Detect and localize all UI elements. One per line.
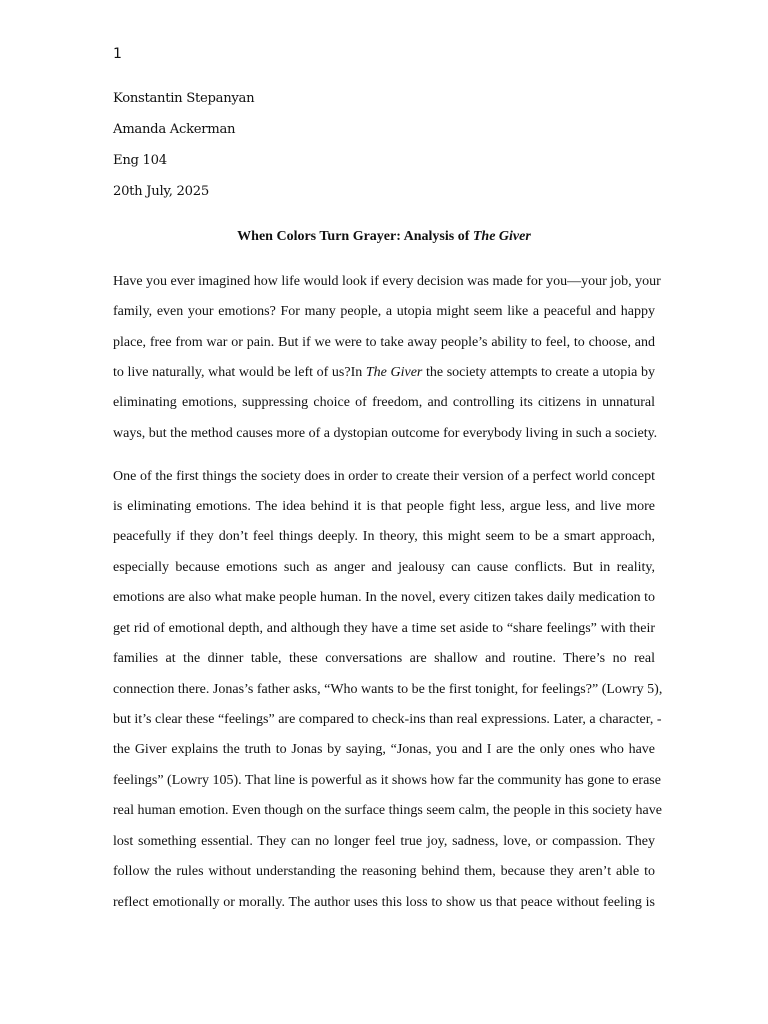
- paragraph-2-line-2: is eliminating emotions. The idea behind it is that people fight less, argue less, and live more: [113, 499, 655, 514]
- paragraph-1-line-3: place, free from war or pain. But if we were to take away people’s ability to feel, to choose, and: [113, 335, 655, 350]
- paragraph-2-line-1: One of the first things the society does in order to create their version of a perfect world concept: [113, 469, 655, 484]
- paragraph-2-line-11: feelings” (Lowry 105). That line is powerful as it shows how far the community has gone to erase: [113, 773, 661, 788]
- line-text: to live naturally, what would be left of us?In: [113, 365, 366, 380]
- paragraph-2-line-6: get rid of emotional depth, and although they have a time set aside to “share feelings” with their: [113, 621, 655, 636]
- paragraph-1-line-1: Have you ever imagined how life would look if every decision was made for you—your job, your: [113, 274, 661, 289]
- paragraph-2-line-4: especially because emotions such as anger and jealousy can cause conflicts. But in reality,: [113, 560, 655, 575]
- paragraph-2-line-15: reflect emotionally or morally. The author uses this loss to show us that peace without feeling is: [113, 895, 655, 910]
- line-text: the society attempts to create a utopia by: [422, 365, 655, 380]
- paragraph-2-line-8: connection there. Jonas’s father asks, “Who wants to be the first tonight, for feelings?” (Lowry 5),: [113, 682, 663, 697]
- paragraph-2-line-3: peacefully if they don’t feel things deeply. In theory, this might seem to be a smart approach,: [113, 529, 655, 544]
- paragraph-2-line-7: families at the dinner table, these conversations are shallow and routine. There’s no real: [113, 651, 655, 666]
- mla-header: [113, 89, 254, 213]
- essay-title: [0, 227, 768, 247]
- paragraph-2-line-10: the Giver explains the truth to Jonas by saying, “Jonas, you and I are the only ones who have: [113, 742, 655, 757]
- instructor-name: Amanda Ackerman: [113, 122, 236, 137]
- paragraph-1-line-6: ways, but the method causes more of a dystopian outcome for everybody living in such a society.: [113, 426, 658, 441]
- title-text: When Colors Turn Grayer: Analysis of: [237, 229, 473, 244]
- paragraph-2-line-13: lost something essential. They can no longer feel true joy, sadness, love, or compassion. They: [113, 834, 655, 849]
- paragraph-1-line-4: [113, 363, 655, 383]
- paragraph-1-line-2: family, even your emotions? For many people, a utopia might seem like a peaceful and happy: [113, 304, 655, 319]
- book-title-italic: The Giver: [365, 365, 423, 380]
- paragraph-2-line-5: emotions are also what make people human. In the novel, every citizen takes daily medication to: [113, 590, 655, 605]
- paragraph-2-line-12: real human emotion. Even though on the surface things seem calm, the people in this society have: [113, 803, 662, 818]
- paragraph-2-line-9: but it’s clear these “feelings” are compared to check-ins than real expressions. Later, a character, -: [113, 712, 662, 727]
- paragraph-1-line-5: eliminating emotions, suppressing choice of freedom, and controlling its citizens in unnatural: [113, 395, 655, 410]
- essay-date: 20th July, 2025: [113, 184, 209, 199]
- author-name: Konstantin Stepanyan: [113, 91, 255, 106]
- page-number: 1: [113, 46, 122, 62]
- title-book-name: The Giver: [472, 229, 531, 244]
- course-name: Eng 104: [113, 153, 167, 168]
- paragraph-2-line-14: follow the rules without understanding the reasoning behind them, because they aren’t able to: [113, 864, 655, 879]
